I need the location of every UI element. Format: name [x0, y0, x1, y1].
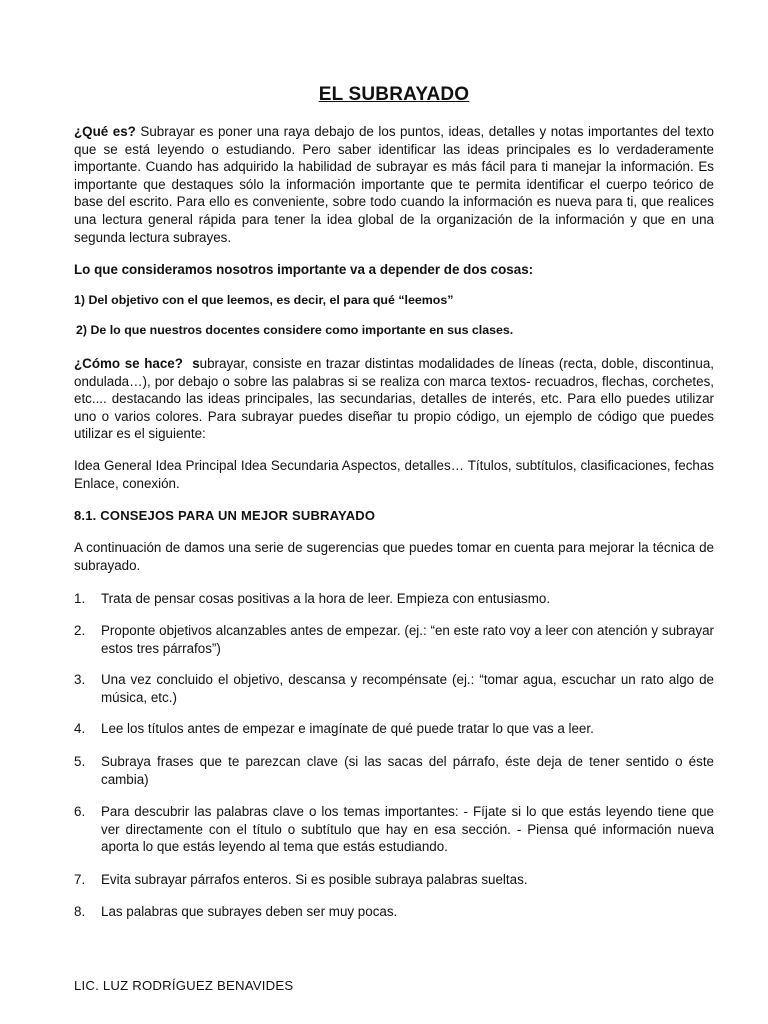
como-se-hace-text: ubrayar, consiste en trazar distintas modalidades de líneas (recta, doble, discontinua, ondulada…), por debajo o sobre las palabras si se realiza con marca textos- recuadros, flechas, corchetes, etc.... destacando las ideas principales, las secundarias, detalles de interés, etc. Para ello puedes utilizar uno o varios colores. Para subrayar puedes diseñar tu propio código, un ejemplo de código que puedes utilizar es el siguiente: [74, 356, 714, 442]
list-item-text: Trata de pensar cosas positivas a la hora de leer. Empieza con entusiasmo. [101, 591, 551, 606]
document-page [74, 0, 714, 1024]
list-item-number: 1. [74, 591, 86, 606]
intro-paragraph: A continuación de damos una serie de sugerencias que puedes tomar en cuenta para mejorar la técnica de subrayado. [74, 540, 714, 573]
list-item-number: 6. [74, 804, 86, 819]
list-item-number: 4. [74, 721, 86, 736]
document-title: EL SUBRAYADO [318, 84, 470, 105]
point-1: 1) Del objetivo con el que leemos, es decir, el para qué “leemos” [74, 293, 454, 307]
section-heading: 8.1. CONSEJOS PARA UN MEJOR SUBRAYADO [74, 508, 376, 523]
list-item-text: Subraya frases que te parezcan clave (si las sacas del párrafo, éste deja de tener sentido o éste cambia) [101, 754, 714, 787]
como-se-hace-paragraph [74, 355, 714, 443]
list-item-text: Lee los títulos antes de empezar e imagínate de qué puede tratar lo que vas a leer. [101, 721, 594, 736]
list-item-text: Para descubrir las palabras clave o los temas importantes: - Fíjate si lo que estás leyendo tiene que ver directamente con el título o subtítulo que hay en esa sección. - Piensa qué información nueva aporta lo que estás leyendo al tema que estás estudiando. [101, 804, 714, 855]
list-item-text: Las palabras que subrayes deben ser muy pocas. [101, 904, 398, 919]
que-es-paragraph [74, 123, 714, 246]
list-item-text: Una vez concluido el objetivo, descansa y recompénsate (ej.: “tomar agua, escuchar un rato algo de música, etc.) [101, 672, 714, 705]
que-es-text: Subrayar es poner una raya debajo de los puntos, ideas, detalles y notas importantes del texto que se está leyendo o estudiando. Pero saber identificar las ideas principales es lo verdaderamente importante. Cuando has adquirido la habilidad de subrayar es más fácil para ti manejar la información. Es importante que destaques sólo la información importante que te permita identificar el cuerpo teórico de base del escrito. Para ello es conveniente, sobre todo cuando la información es nueva para ti, que realices una lectura general rápida para tener la idea global de la organización de la información y que en una segunda lectura subrayes. [74, 124, 714, 245]
que-es-label: ¿Qué es? [74, 124, 136, 139]
list-item-number: 2. [74, 623, 86, 638]
idea-code-line: Idea General Idea Principal Idea Secundaria Aspectos, detalles… Títulos, subtítulos, clasificaciones, fechas Enlace, conexión. [74, 458, 714, 491]
list-item-number: 5. [74, 754, 86, 769]
lead-statement: Lo que consideramos nosotros importante va a depender de dos cosas: [74, 262, 534, 277]
point-2: 2) De lo que nuestros docentes considere como importante en sus clases. [76, 323, 514, 337]
list-item-number: 8. [74, 904, 86, 919]
list-item-number: 3. [74, 672, 86, 687]
page-footer: LIC. LUZ RODRÍGUEZ BENAVIDES [74, 978, 294, 993]
como-se-hace-first-letter: s [192, 356, 200, 371]
como-se-hace-label: ¿Cómo se hace? [74, 356, 183, 371]
list-item-text: Proponte objetivos alcanzables antes de empezar. (ej.: “en este rato voy a leer con atención y subrayar estos tres párrafos”) [101, 623, 714, 656]
list-item-number: 7. [74, 872, 86, 887]
list-item-text: Evita subrayar párrafos enteros. Si es posible subraya palabras sueltas. [101, 872, 528, 887]
